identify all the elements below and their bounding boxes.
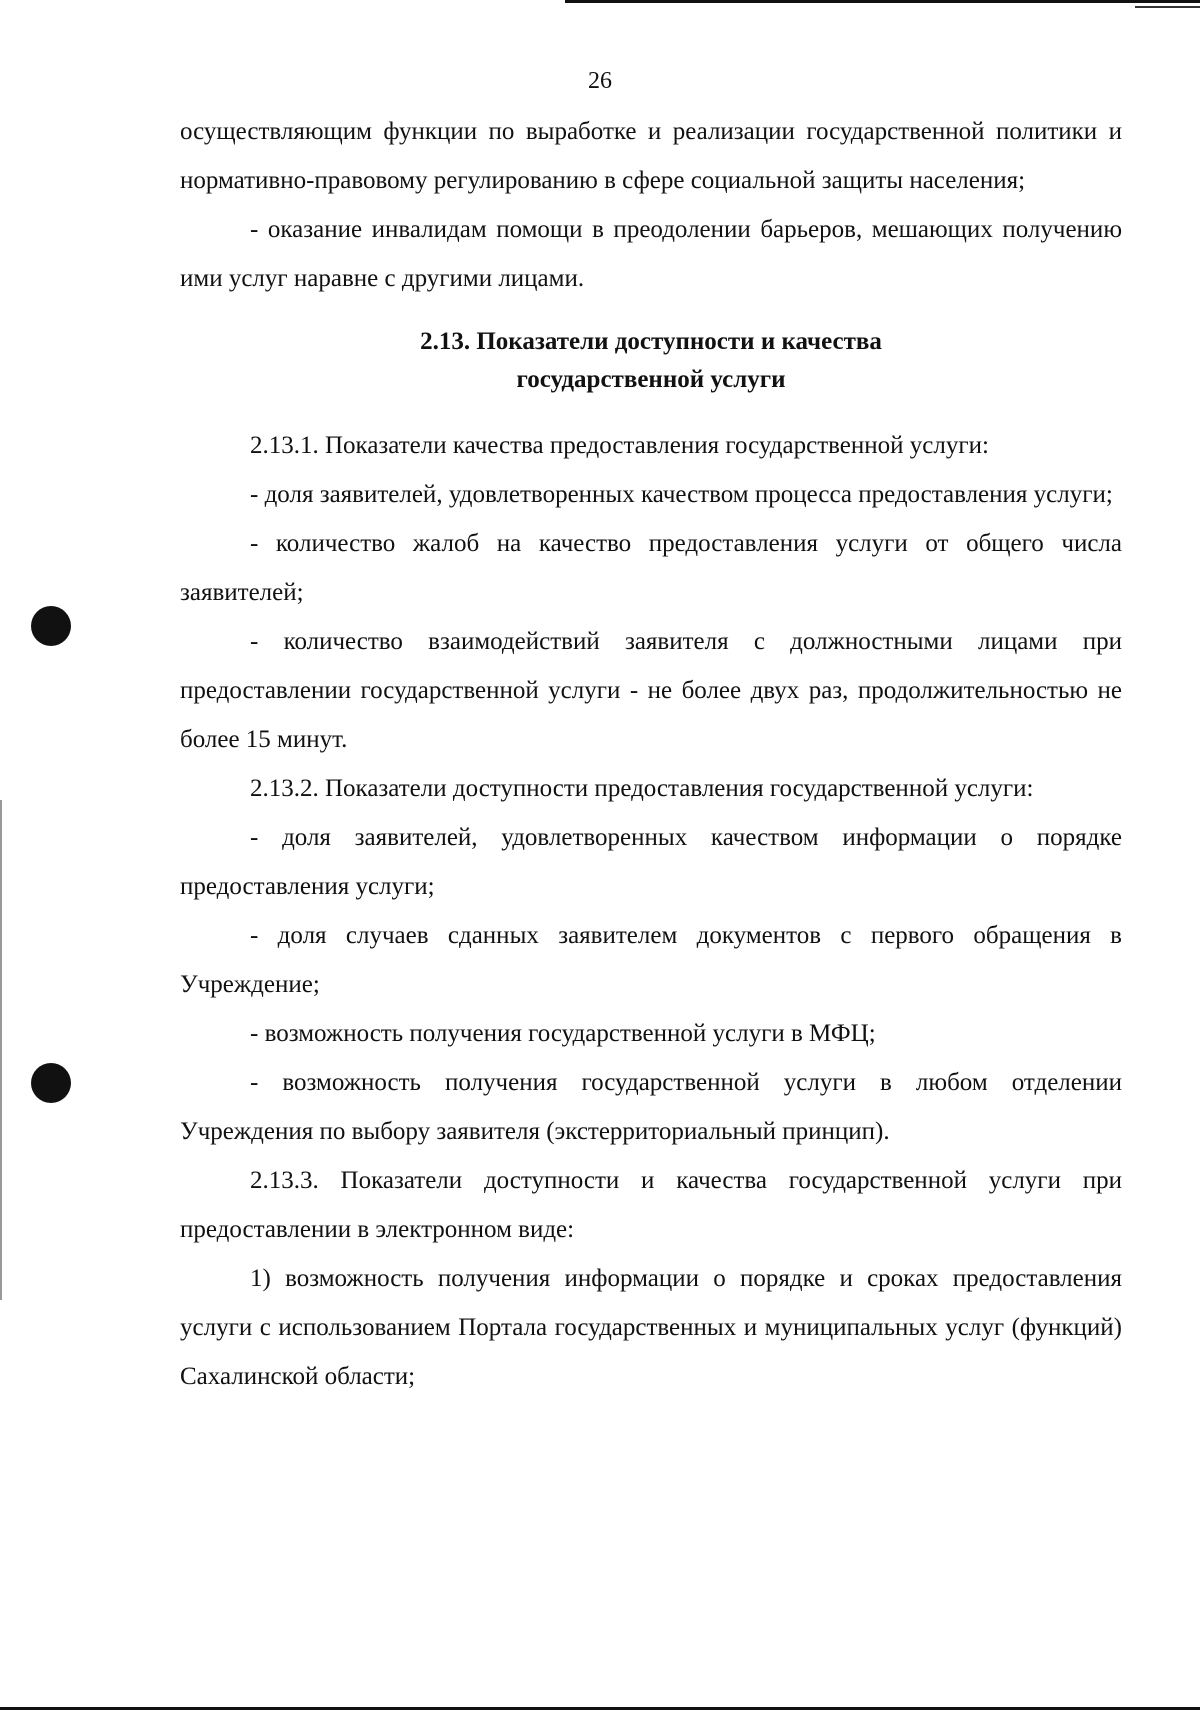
document-body — [180, 107, 1122, 1401]
list-item: 1) возможность получения информации о порядке и сроках предоставления услуги с использованием Портала государственных и муниципальных услуг (функций) Сахалинской области; — [180, 1265, 1122, 1390]
subsection-title: 2.13.1. Показатели качества предоставления государственной услуги: — [250, 432, 989, 459]
paragraph-continuation: осуществляющим функции по выработке и реализации государственной политики и нормативно-правовому регулированию в сфере социальной защиты населения; — [180, 118, 1122, 194]
punch-hole-mark — [31, 606, 71, 646]
subsection-title: 2.13.2. Показатели доступности предоставления государственной услуги: — [250, 775, 1034, 802]
list-item: - оказание инвалидам помощи в преодолении барьеров, мешающих получению ими услуг наравне с другими лицами. — [180, 216, 1122, 292]
scan-top-border-mark — [1135, 6, 1200, 8]
scan-left-edge — [0, 800, 2, 1300]
subsection-title: 2.13.3. Показатели доступности и качества государственной услуги при предоставлении в электронном виде: — [180, 1167, 1122, 1243]
list-item: - доля заявителей, удовлетворенных качеством процесса предоставления услуги; — [250, 481, 1113, 508]
punch-hole-mark — [31, 1063, 71, 1103]
list-item: - доля случаев сданных заявителем документов с первого обращения в Учреждение; — [180, 922, 1122, 998]
list-item: - возможность получения государственной услуги в любом отделении Учреждения по выбору заявителя (экстерриториальный принцип). — [180, 1069, 1122, 1145]
page-number: 26 — [588, 68, 612, 94]
section-heading-line: 2.13. Показатели доступности и качества — [420, 328, 882, 355]
list-item: - количество взаимодействий заявителя с должностными лицами при предоставлении государственной услуги - не более двух раз, продолжительностью не более 15 минут. — [180, 628, 1122, 753]
section-heading-line: государственной услуги — [516, 366, 786, 393]
list-item: - количество жалоб на качество предоставления услуги от общего числа заявителей; — [180, 530, 1122, 606]
list-item: - возможность получения государственной услуги в МФЦ; — [250, 1020, 876, 1047]
section-heading — [180, 323, 1122, 399]
scan-bottom-border — [0, 1707, 1200, 1710]
scan-top-border — [565, 0, 1200, 3]
list-item: - доля заявителей, удовлетворенных качеством информации о порядке предоставления услуги; — [180, 824, 1122, 900]
